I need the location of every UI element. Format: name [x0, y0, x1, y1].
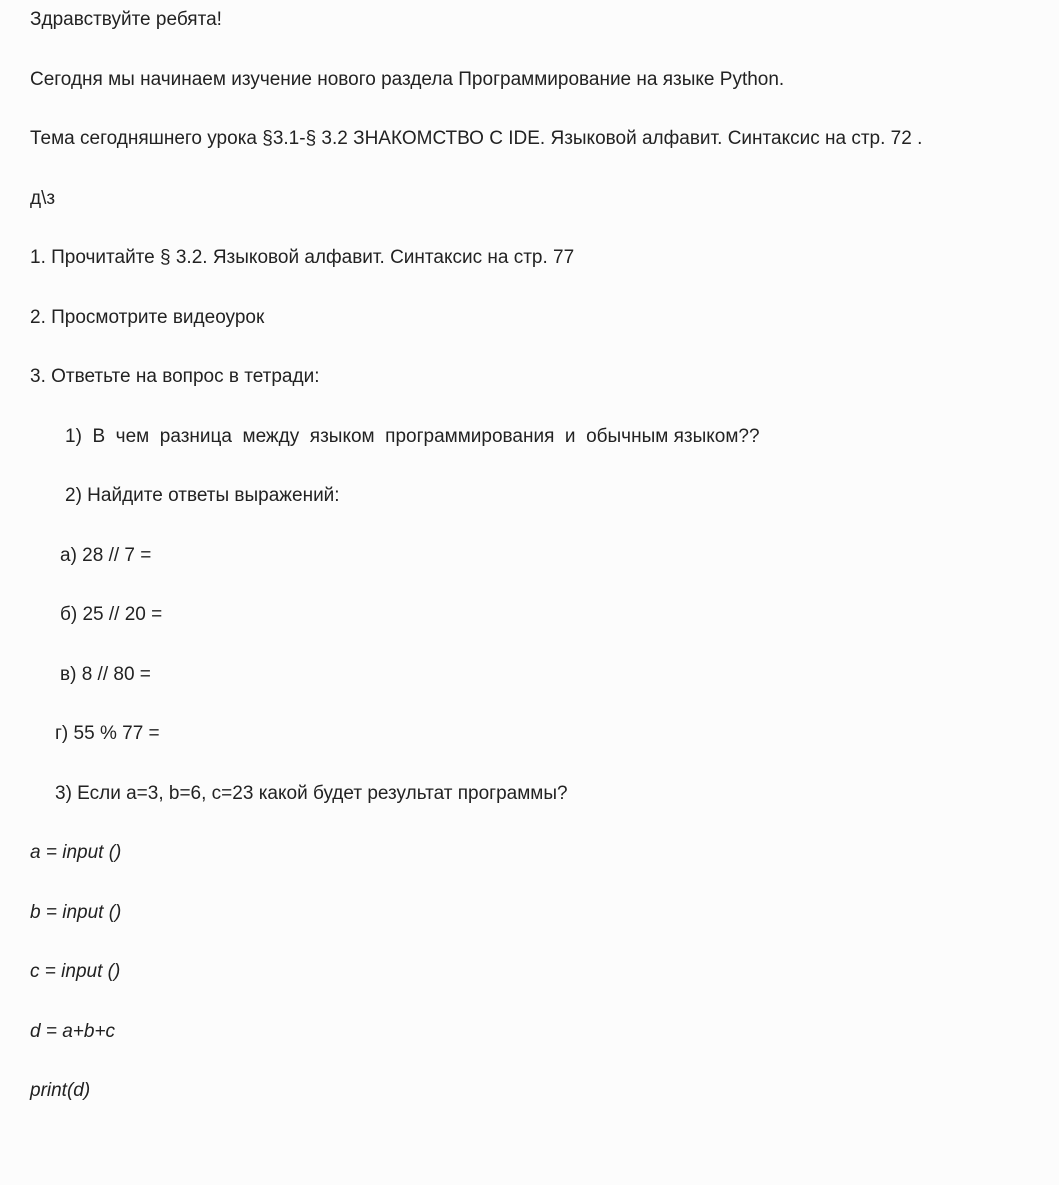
- expression-b: б) 25 // 20 =: [60, 604, 163, 625]
- task-item-3: 3. Ответьте на вопрос в тетради:: [30, 366, 320, 387]
- task-item-1: 1. Прочитайте § 3.2. Языковой алфавит. Синтаксис на стр. 77: [30, 247, 575, 268]
- code-line-print: print(d): [30, 1080, 91, 1101]
- expression-a: а) 28 // 7 =: [60, 545, 152, 566]
- intro-text: Сегодня мы начинаем изучение нового раздела Программирование на языке Python.: [30, 69, 785, 90]
- expression-d: г) 55 % 77 =: [55, 723, 160, 744]
- question-3: 3) Если a=3, b=6, c=23 какой будет результат программы?: [55, 783, 568, 804]
- question-1: 1) В чем разница между языком программирования и обычным языком??: [65, 426, 760, 447]
- topic-text: Тема сегодняшнего урока §3.1-§ 3.2 ЗНАКОМСТВО С IDE. Языковой алфавит. Синтаксис на стр. 72 .: [30, 128, 923, 149]
- code-line-a: a = input (): [30, 842, 122, 863]
- question-2: 2) Найдите ответы выражений:: [65, 485, 340, 506]
- expression-c: в) 8 // 80 =: [60, 664, 151, 685]
- code-line-d: d = a+b+c: [30, 1021, 116, 1042]
- greeting-text: Здравствуйте ребята!: [30, 9, 222, 30]
- homework-label: д\з: [30, 188, 56, 209]
- code-line-c: c = input (): [30, 961, 121, 982]
- code-line-b: b = input (): [30, 902, 122, 923]
- task-item-2: 2. Просмотрите видеоурок: [30, 307, 265, 328]
